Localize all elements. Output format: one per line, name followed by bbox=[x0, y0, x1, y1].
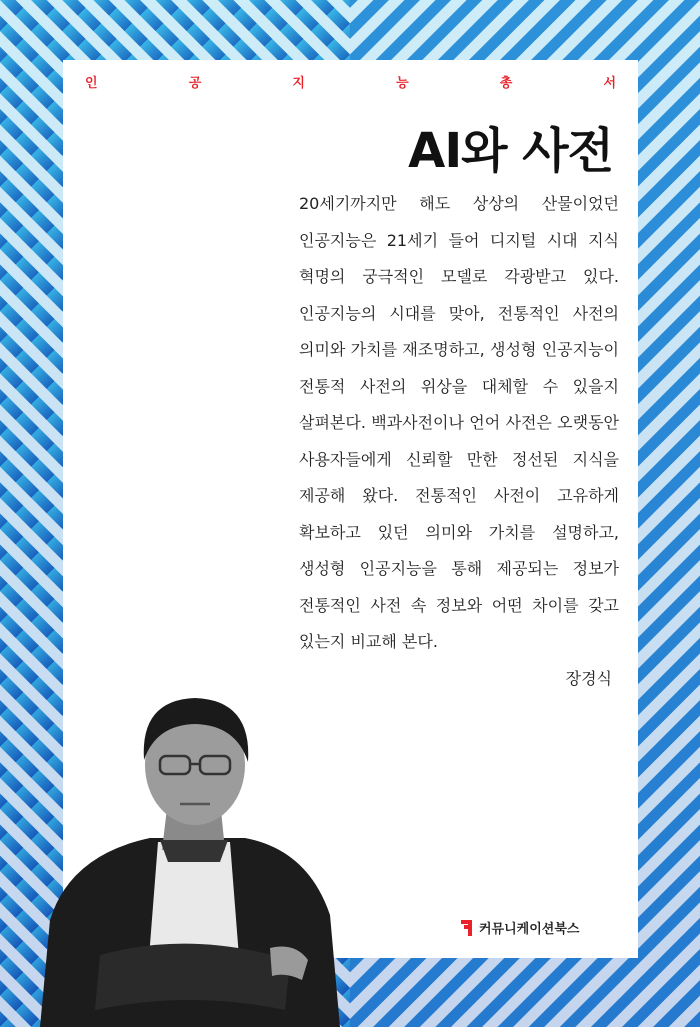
series-char: 능 bbox=[396, 76, 409, 91]
publisher-mark-icon bbox=[460, 919, 474, 937]
author-photo bbox=[40, 680, 340, 1027]
publisher-name: 커뮤니케이션북스 bbox=[479, 922, 580, 937]
series-char: 지 bbox=[292, 76, 305, 91]
series-char: 공 bbox=[188, 76, 202, 91]
book-title: AI와 사전 bbox=[408, 123, 613, 179]
book-description: 20세기까지만 해도 상상의 산물이었던 인공지능은 21세기 들어 디지털 시대 지식 혁명의 궁극적인 모델로 각광받고 있다. 인공지능의 시대를 맞아, 전통적인 사전의 의미와 가치를 재조명하고, 생성형 인공지능이 전통적 사전의 위상을 대체할 수 있을지 살펴본다. 백과사전이나 언어 사전은 오랫동안 사용자들에게 신뢰할 만한 정선된 지식을 제공해 왔다. 전통적인 사전이 고유하게 확보하고 있던 의미와 가치를 설명하고, 생성형 인공지능을 통해 제공되는 정보가 전통적인 사전 속 정보와 어떤 차이를 갖고 있는지 비교해 본다. bbox=[299, 194, 619, 651]
series-label bbox=[63, 72, 638, 91]
series-char: 총 bbox=[499, 76, 513, 91]
publisher-logo bbox=[460, 918, 579, 937]
series-char: 인 bbox=[85, 76, 98, 91]
author-name: 장경식 bbox=[565, 669, 612, 688]
series-char: 서 bbox=[603, 76, 616, 91]
